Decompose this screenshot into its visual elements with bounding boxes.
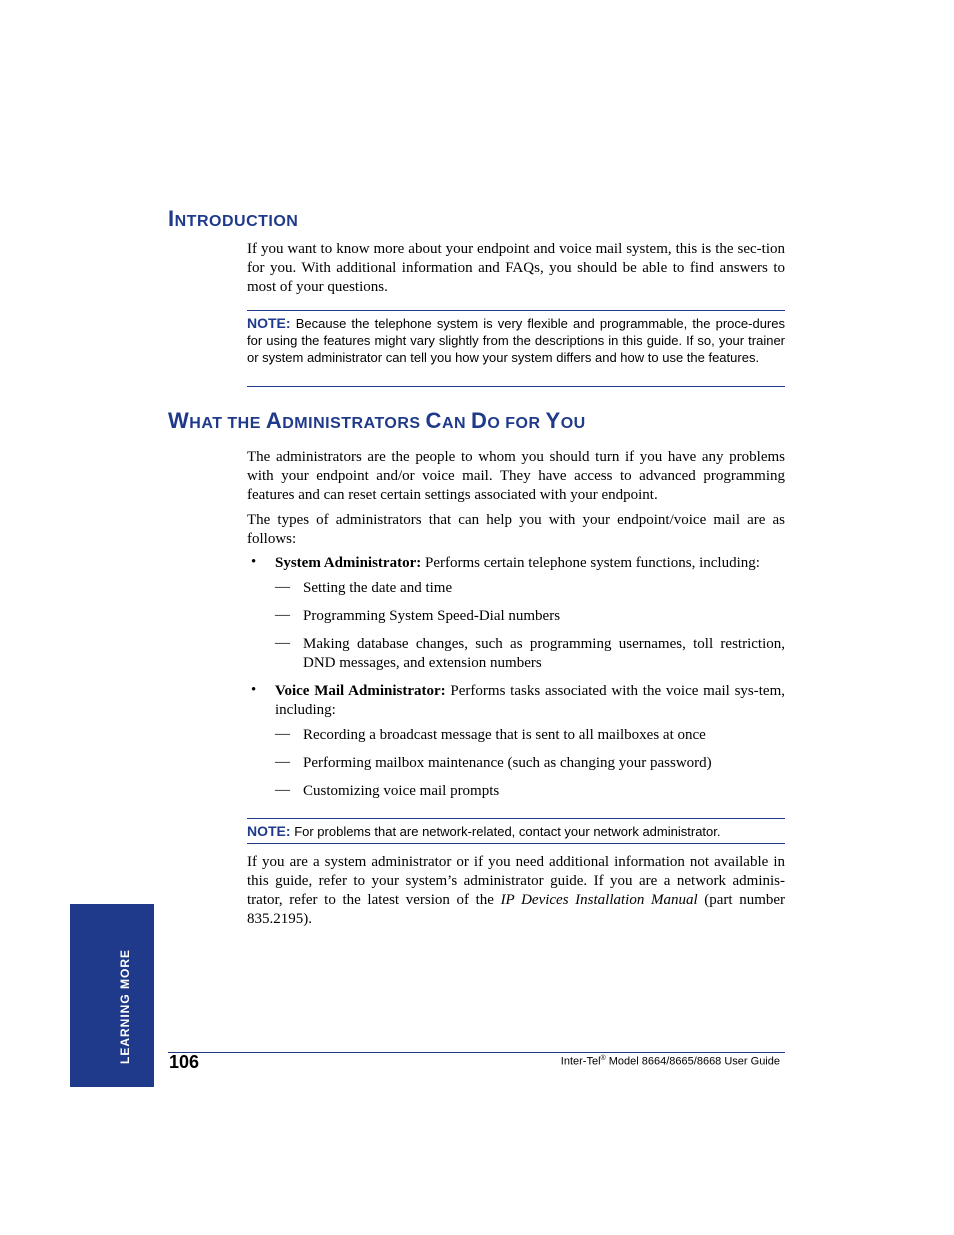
intro-paragraph: If you want to know more about your endpoint and voice mail system, this is the sec-tion for you. With additional information and FAQs, you should be able to find answers to most of your questions. <box>247 241 785 295</box>
heading-part: DMINISTRATORS <box>282 415 426 432</box>
admins-heading <box>168 408 586 434</box>
heading-rest: NTRODUCTION <box>174 213 299 230</box>
dash-marker: — <box>275 726 290 742</box>
dash-marker: — <box>275 782 290 798</box>
dash-marker: — <box>275 579 290 595</box>
sys-admin-label: System Administrator: <box>275 555 422 571</box>
page-number: 106 <box>169 1052 200 1072</box>
heading-part: A <box>265 408 283 433</box>
vm-item: Recording a broadcast message that is sent to all mailboxes at once <box>303 727 706 743</box>
footer-brand: Inter-Tel <box>560 1055 601 1068</box>
heading-part: W <box>168 408 190 433</box>
final-text-a: If you are a system administrator or if you need additional information not available in this guide, refer to your system’s administrator guide. If you are a network adminis-trator, refer to the latest version of the <box>247 854 785 908</box>
admins-note <box>247 818 785 844</box>
footer-title: Model 8664/8665/8668 User Guide <box>605 1055 780 1068</box>
admins-paragraph-1: The administrators are the people to whom you should turn if you have any problems with your endpoint and/or voice mail. They have access to advanced programming features and can reset certain settings associated with your endpoint. <box>247 449 785 503</box>
vm-item: Performing mailbox maintenance (such as changing your password) <box>303 755 712 771</box>
note-text: Because the telephone system is very flexible and programmable, the proce-dures for using the features might vary slightly from the descriptions in this guide. If so, your trainer or system administrator can tell you how your system differs and how to use the features. <box>247 316 785 365</box>
footer-guide-title <box>561 1055 780 1068</box>
sys-item: Setting the date and time <box>303 580 453 596</box>
final-paragraph <box>247 853 785 929</box>
note-text: For problems that are network-related, contact your network administrator. <box>294 824 721 839</box>
sys-admin-bullet <box>275 554 785 573</box>
vm-admin-text: Performs tasks associated with the voice mail sys-tem, including: <box>275 683 785 718</box>
heading-part: C <box>425 408 442 433</box>
dash-marker: — <box>275 754 290 770</box>
sys-item: Making database changes, such as programming usernames, toll restriction, DND messages, and extension numbers <box>303 636 785 671</box>
final-text-b: (part number 835.2195). <box>247 892 786 927</box>
bullet-marker: • <box>251 682 257 698</box>
dash-marker: — <box>275 607 290 623</box>
intro-note <box>247 310 785 387</box>
heading-part: OU <box>560 415 586 432</box>
admins-paragraph-2: The types of administrators that can help you with your endpoint/voice mail are as follows: <box>247 512 785 547</box>
note-label: NOTE: <box>247 315 291 331</box>
heading-part: D <box>471 408 488 433</box>
registered-mark: ® <box>600 1055 606 1062</box>
dash-marker: — <box>275 635 290 651</box>
heading-part: AN <box>441 415 471 432</box>
bullet-marker: • <box>251 554 257 570</box>
manual-title: IP Devices Installation Manual <box>500 892 698 908</box>
footer-rule <box>168 1052 785 1053</box>
heading-part: Y <box>545 408 561 433</box>
introduction-heading <box>168 206 298 232</box>
heading-part: HAT THE <box>189 415 266 432</box>
note-label: NOTE: <box>247 823 291 839</box>
sys-item: Programming System Speed-Dial numbers <box>303 608 561 624</box>
vm-admin-bullet <box>275 682 785 720</box>
heading-part: O FOR <box>487 415 546 432</box>
heading-initial: I <box>168 206 175 231</box>
vm-item: Customizing voice mail prompts <box>303 783 500 799</box>
sys-admin-text: Performs certain telephone system functions, including: <box>421 555 760 571</box>
vm-admin-label: Voice Mail Administrator: <box>275 683 446 699</box>
side-tab-label: LEARNING MORE <box>118 949 132 1064</box>
section-side-tab <box>70 904 154 1087</box>
